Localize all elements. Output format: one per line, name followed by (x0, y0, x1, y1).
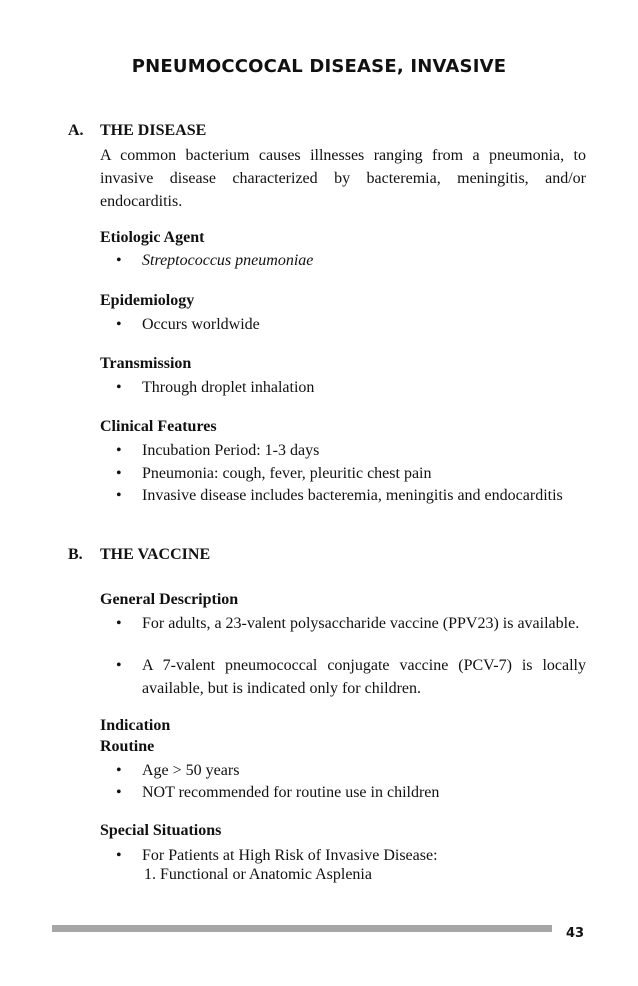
bullet-icon: • (116, 487, 122, 504)
bullet-icon: • (116, 784, 122, 801)
bullet-icon: • (116, 379, 122, 396)
bullet-icon: • (116, 316, 122, 333)
bullet-icon: • (116, 252, 122, 269)
disease-description: A common bacterium causes illnesses ranging from a pneumonia, to invasive disease characterized by bacteremia, meningitis, and/or endocarditis. (100, 147, 586, 210)
section-a-heading: THE DISEASE (100, 122, 207, 139)
bullet-icon: • (116, 615, 122, 632)
bullet-icon: • (116, 442, 122, 459)
general-description-item: For adults, a 23-valent polysaccharide vaccine (PPV23) is available. (142, 615, 580, 632)
bullet-icon: • (116, 465, 122, 482)
numbered-item: 1. Functional or Anatomic Asplenia (144, 866, 372, 883)
bullet-icon: • (116, 762, 122, 779)
special-situation-item: For Patients at High Risk of Invasive Disease: (142, 847, 438, 864)
indication-heading: Indication (100, 717, 171, 734)
routine-item: Age > 50 years (142, 762, 240, 779)
special-situations-heading: Special Situations (100, 822, 222, 839)
transmission-heading: Transmission (100, 355, 192, 372)
section-b-heading: THE VACCINE (100, 546, 211, 563)
page-title: PNEUMOCCOCAL DISEASE, INVASIVE (131, 56, 507, 77)
general-description-item: A 7-valent pneumococcal conjugate vaccine (PCV-7) is locally available, but is indicated only for children. (142, 657, 586, 697)
bullet-icon: • (116, 657, 122, 674)
epidemiology-item: Occurs worldwide (142, 316, 260, 333)
epidemiology-heading: Epidemiology (100, 292, 195, 309)
clinical-features-heading: Clinical Features (100, 418, 217, 435)
clinical-feature-item: Invasive disease includes bacteremia, meningitis and endocarditis (142, 487, 563, 504)
section-a-letter: A. (68, 122, 84, 139)
bullet-icon: • (116, 847, 122, 864)
clinical-feature-item: Incubation Period: 1-3 days (142, 442, 320, 459)
general-description-heading: General Description (100, 591, 239, 608)
routine-item: NOT recommended for routine use in children (142, 784, 440, 801)
section-b-letter: B. (68, 546, 83, 563)
transmission-item: Through droplet inhalation (142, 379, 315, 396)
etiologic-agent-item: Streptococcus pneumoniae (142, 252, 314, 269)
footer-bar (52, 925, 552, 932)
clinical-feature-item: Pneumonia: cough, fever, pleuritic chest pain (142, 465, 432, 482)
routine-heading: Routine (100, 738, 155, 755)
etiologic-agent-heading: Etiologic Agent (100, 229, 205, 246)
page-number: 43 (566, 926, 585, 941)
